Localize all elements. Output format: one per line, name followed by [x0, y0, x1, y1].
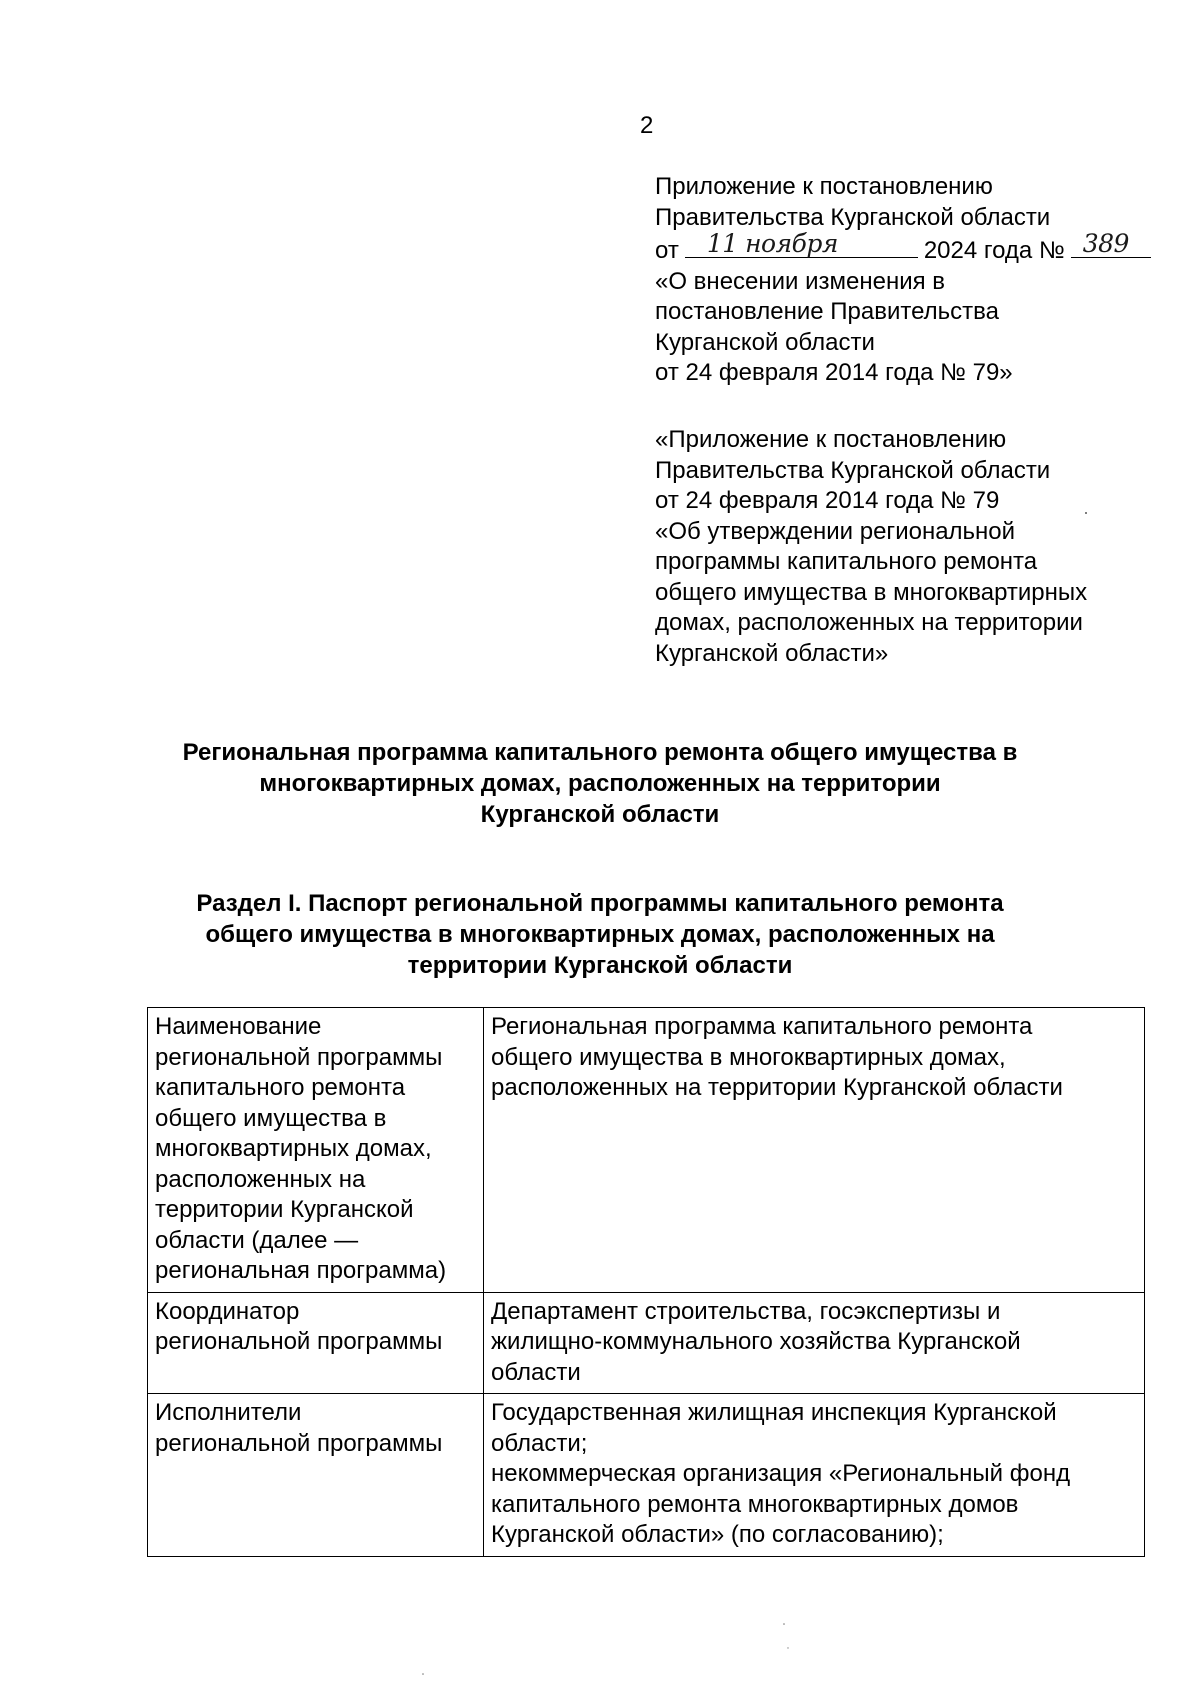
table-row [148, 1008, 1145, 1293]
original-appendix-line: программы капитального ремонта [655, 548, 1038, 575]
cell-line: региональной программы [155, 1328, 443, 1355]
cell-line: Координатор [155, 1297, 300, 1325]
section-title-line: Раздел I. Паспорт региональной программы капитального ремонта [196, 890, 1004, 917]
cell-line: региональная программа) [155, 1257, 447, 1284]
handwritten-date: 11 ноября [706, 229, 838, 258]
date-prefix: от [655, 237, 679, 264]
row-value-cell [484, 1394, 1145, 1557]
cell-line: общего имущества в [155, 1104, 387, 1132]
original-appendix-line: от 24 февраля 2014 года № 79 [655, 487, 1000, 514]
appendix-date-line [655, 229, 1129, 267]
original-appendix-block [655, 425, 1125, 669]
date-fill-field [685, 229, 918, 258]
cell-line: Наименование [155, 1013, 322, 1040]
original-appendix-line: домах, расположенных на территории [655, 609, 1083, 636]
row-label-cell [148, 1008, 484, 1293]
cell-line: области [491, 1358, 581, 1386]
row-label-cell [148, 1292, 484, 1394]
appendix-line: Курганской области [655, 328, 875, 356]
cell-line: некоммерческая организация «Региональный фонд [491, 1460, 1071, 1487]
appendix-line: Приложение к постановлению [655, 173, 993, 200]
cell-line: общего имущества в многоквартирных домах, [491, 1043, 1006, 1071]
cell-line: Государственная жилищная инспекция Курганской [491, 1399, 1057, 1426]
appendix-line: от 24 февраля 2014 года № 79» [655, 359, 1013, 386]
date-middle: 2024 года № [923, 237, 1065, 264]
document-title-line: Курганской области [480, 801, 720, 828]
cell-line: территории Курганской [155, 1196, 414, 1223]
original-appendix-line: «Об утверждении региональной [655, 517, 1016, 545]
original-appendix-line: общего имущества в многоквартирных [655, 578, 1088, 606]
cell-line: Региональная программа капитального ремонта [491, 1013, 1033, 1040]
document-title-line: Региональная программа капитального ремонта общего имущества в [182, 739, 1018, 766]
appendix-line: «О внесении изменения в [655, 267, 946, 295]
cell-line: жилищно-коммунального хозяйства Курганской [491, 1328, 1021, 1355]
number-fill-field [1071, 229, 1151, 258]
handwritten-number: 389 [1082, 229, 1129, 258]
table-row [148, 1292, 1145, 1394]
cell-line: капитального ремонта [155, 1074, 406, 1101]
table-row [148, 1394, 1145, 1557]
cell-line: региональной программы [155, 1043, 443, 1071]
row-value-cell [484, 1292, 1145, 1394]
section-title-line: общего имущества в многоквартирных домах, расположенных на [205, 921, 995, 948]
cell-line: Департамент строительства, госэкспертизы и [491, 1297, 1001, 1325]
row-label-cell [148, 1394, 484, 1557]
document-title-line: многоквартирных домах, расположенных на территории [259, 770, 941, 797]
cell-line: расположенных на территории Курганской области [491, 1074, 1063, 1101]
original-appendix-line: Правительства Курганской области [655, 456, 1051, 484]
cell-line: области (далее — [155, 1226, 359, 1254]
original-appendix-line: «Приложение к постановлению [655, 426, 1007, 453]
cell-line: капитального ремонта многоквартирных домов [491, 1490, 1019, 1518]
appendix-line: Правительства Курганской области [655, 203, 1051, 231]
cell-line: Курганской области» (по согласованию); [491, 1521, 944, 1548]
cell-line: многоквартирных домах, [155, 1135, 432, 1162]
appendix-line: постановление Правительства [655, 298, 999, 325]
original-appendix-line: Курганской области» [655, 639, 889, 667]
row-value-cell [484, 1008, 1145, 1293]
appendix-block [655, 172, 1129, 389]
cell-line: расположенных на [155, 1165, 366, 1193]
cell-line: региональной программы [155, 1429, 443, 1457]
page-number: 2 [640, 112, 654, 139]
document-title [150, 737, 1050, 830]
cell-line: области; [491, 1429, 588, 1457]
passport-table [147, 1007, 1145, 1557]
cell-line: Исполнители [155, 1399, 302, 1426]
section-title-line: территории Курганской области [407, 952, 793, 979]
section-title [150, 888, 1050, 981]
